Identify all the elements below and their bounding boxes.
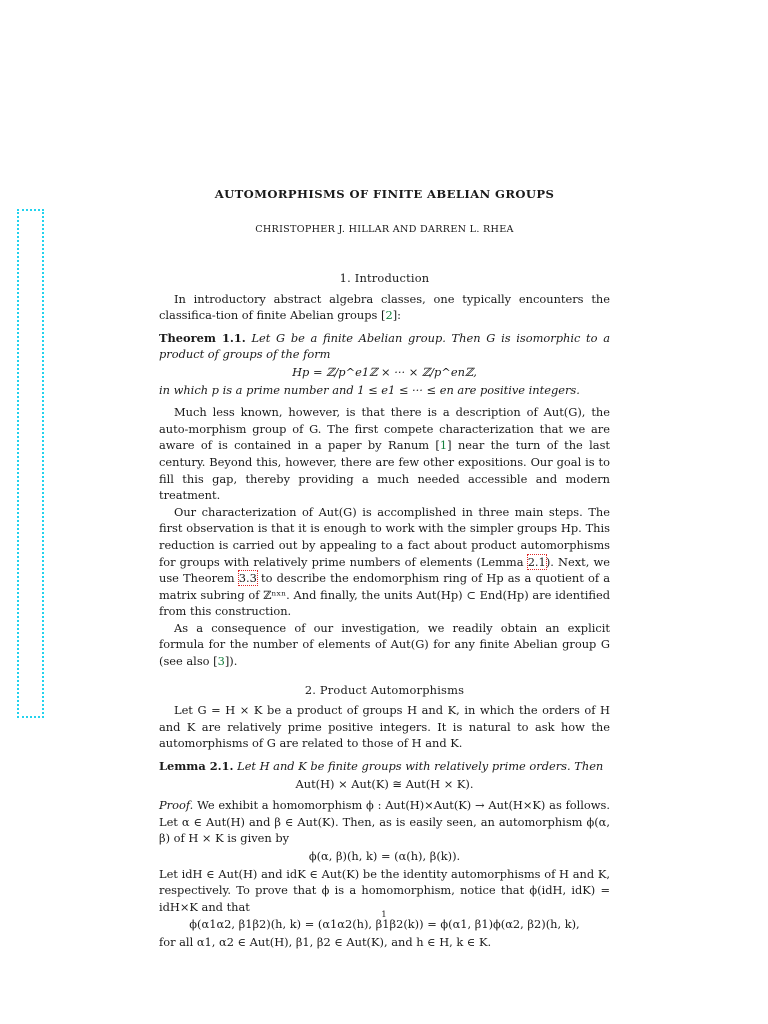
theorem-tail: in which p is a prime number and 1 ≤ e1 ≤ ··· ≤ en are positive integers. <box>159 382 580 397</box>
paper-title: AUTOMORPHISMS OF FINITE ABELIAN GROUPS <box>214 187 555 201</box>
intro-paragraph-3: Our characterization of Aut(G) is accomplished in three main steps. The first observation is that it is enough to work with the simpler groups Hp. This reduction is carried out by appealing to a fact about product automorphisms for groups with relatively prime numbers of elements (Lemma 2.1). Next, we use Theorem 3.3 to describe the endomorphism ring of Hp as a quotient of a matrix subring of ℤⁿˣⁿ. And finally, the units Aut(Hp) ⊂ End(Hp) are identified from this construction. <box>159 504 610 619</box>
citation-link[interactable]: 2 <box>385 308 393 323</box>
citation-link[interactable]: 1 <box>439 438 448 453</box>
proof-paragraph: Proof. We exhibit a homomorphism ϕ : Aut(H)×Aut(K) → Aut(H×K) as follows. Let α ∈ Aut(H) and β ∈ Aut(K). Then, as is easily seen, an automorphism ϕ(α, β) of H × K is given by <box>159 798 611 846</box>
proof-formula-1: ϕ(α, β)(h, k) = (α(h), β(k)). <box>308 849 461 863</box>
lemma-text: Let H and K be finite groups with relatively prime orders. Then <box>237 759 604 774</box>
intro-paragraph-4: As a consequence of our investigation, we readily obtain an explicit formula for the number of elements of Aut(G) for any finite Abelian group G (see also [3]). <box>159 620 610 669</box>
theorem-text: Let G be a finite Abelian group. Then G is isomorphic to a product of groups of the form <box>159 330 610 362</box>
theorem-formula: Hp = ℤ/p^e1ℤ × ··· × ℤ/p^enℤ, <box>292 364 477 379</box>
theorem-label: Theorem 1.1. <box>159 330 246 345</box>
lemma-formula: Aut(H) × Aut(K) ≅ Aut(H × K). <box>295 776 474 791</box>
lemma-2-1 <box>159 758 610 775</box>
section2-paragraph: Let G = H × K be a product of groups H and K, in which the orders of H and K are relatively prime positive integers. It is natural to ask how the automorphisms of G are related to those of H and K. <box>159 703 610 751</box>
proof-paragraph-3: for all α1, α2 ∈ Aut(H), β1, β2 ∈ Aut(K), and h ∈ H, k ∈ K. <box>159 934 492 949</box>
theorem-1-1 <box>159 330 610 363</box>
lemma-reference-link[interactable]: 2.1 <box>527 554 546 569</box>
intro-paragraph-2: Much less known, however, is that there is a description of Aut(G), the auto-morphism group of G. The first compete characterization that we are aware of is contained in a paper by Ranum [1] near the turn of the last century. Beyond this, however, there are few other expositions. Our goal is to fill this gap, thereby providing a much needed accessible and modern treatment. <box>159 405 610 503</box>
proof-paragraph-2: Let idH ∈ Aut(H) and idK ∈ Aut(K) be the identity automorphisms of H and K, respectively. To prove that ϕ is a homomorphism, notice that ϕ(idH, idK) = idH×K and that <box>159 866 610 914</box>
section-heading-introduction: 1. Introduction <box>339 271 430 285</box>
proof-label: Proof. <box>159 798 194 813</box>
intro-paragraph: In introductory abstract algebra classes, one typically encounters the classifica-tion of finite Abelian groups [2]: <box>159 291 610 323</box>
page-number: 1 <box>381 910 387 920</box>
paper-page <box>159 186 610 951</box>
proof-formula-2: ϕ(α1α2, β1β2)(h, k) = (α1α2(h), β1β2(k)) = ϕ(α1, β1)ϕ(α2, β2)(h, k), <box>189 917 580 932</box>
paper-authors: CHRISTOPHER J. HILLAR AND DARREN L. RHEA <box>255 224 514 235</box>
margin-annotation-box <box>17 209 44 718</box>
section-heading-product-automorphisms: 2. Product Automorphisms <box>304 682 465 697</box>
theorem-reference-link[interactable]: 3.3 <box>238 571 257 586</box>
lemma-label: Lemma 2.1. <box>159 759 234 774</box>
citation-link[interactable]: 3 <box>217 654 225 669</box>
